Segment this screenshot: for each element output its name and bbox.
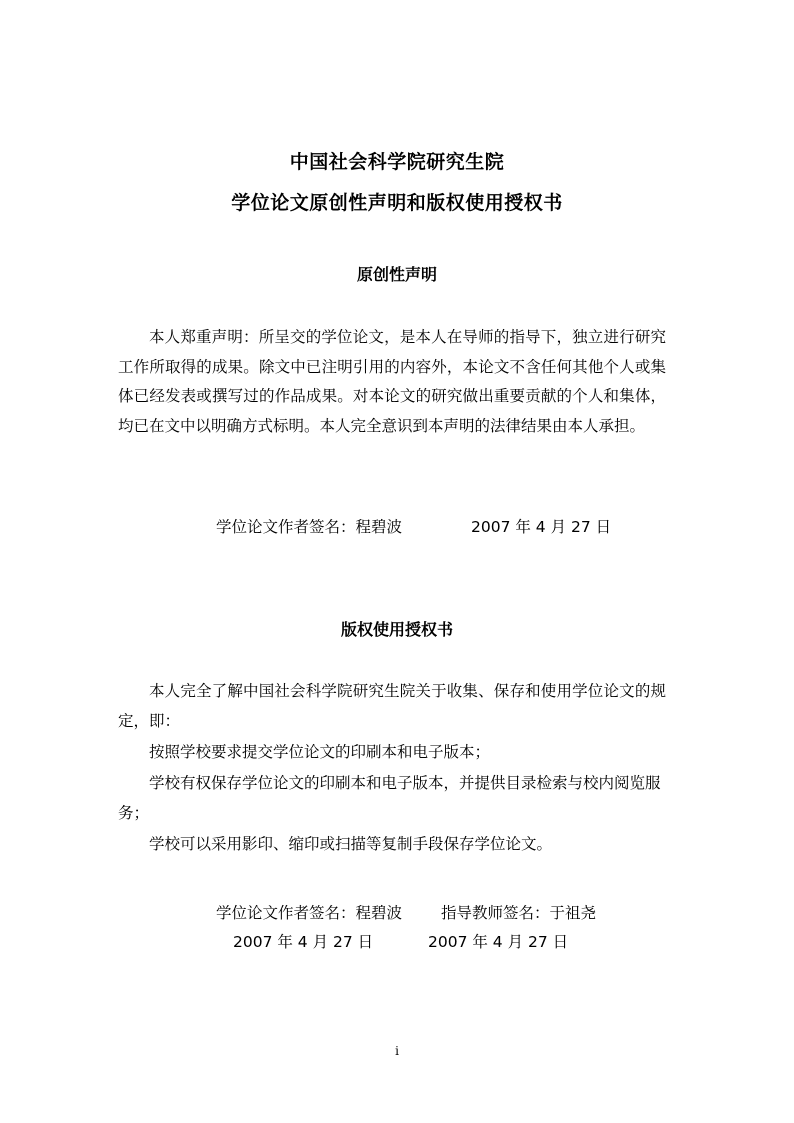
copyright-heading: 版权使用授权书 xyxy=(340,620,453,639)
document-title: 学位论文原创性声明和版权使用授权书 xyxy=(231,192,563,214)
author-signature-date: 2007 年 4 月 27 日 xyxy=(233,933,374,951)
advisor-signature-date: 2007 年 4 月 27 日 xyxy=(428,933,569,951)
signature-date: 2007 年 4 月 27 日 xyxy=(471,518,612,536)
copyright-item: 学校可以采用影印、缩印或扫描等复制手段保存学位论文。 xyxy=(149,835,553,853)
author-signature: 学位论文作者签名：程碧波 xyxy=(216,904,403,922)
advisor-signature: 指导教师签名：于祖尧 xyxy=(441,904,597,922)
copyright-item: 按照学校要求提交学位论文的印刷本和电子版本； xyxy=(149,743,491,761)
copyright-item: 学校有权保存学位论文的印刷本和电子版本，并提供目录检索与校内阅览服务； xyxy=(118,774,661,822)
institution-title: 中国社会科学院研究生院 xyxy=(289,151,505,173)
copyright-intro: 本人完全了解中国社会科学院研究生院关于收集、保存和使用学位论文的规定，即： xyxy=(118,682,666,730)
author-signature: 学位论文作者签名：程碧波 xyxy=(216,518,403,536)
page-number: i xyxy=(395,1044,399,1058)
originality-statement: 本人郑重声明：所呈交的学位论文，是本人在导师的指导下，独立进行研究工作所取得的成果。除文中已注明引用的内容外，本论文不含任何其他个人或集体已经发表或撰写过的作品成果。对本论文的研究做出重要贡献的个人和集体，均已在文中以明确方式标明。本人完全意识到本声明的法律结果由本人承担。 xyxy=(118,328,666,435)
originality-heading: 原创性声明 xyxy=(356,265,437,284)
